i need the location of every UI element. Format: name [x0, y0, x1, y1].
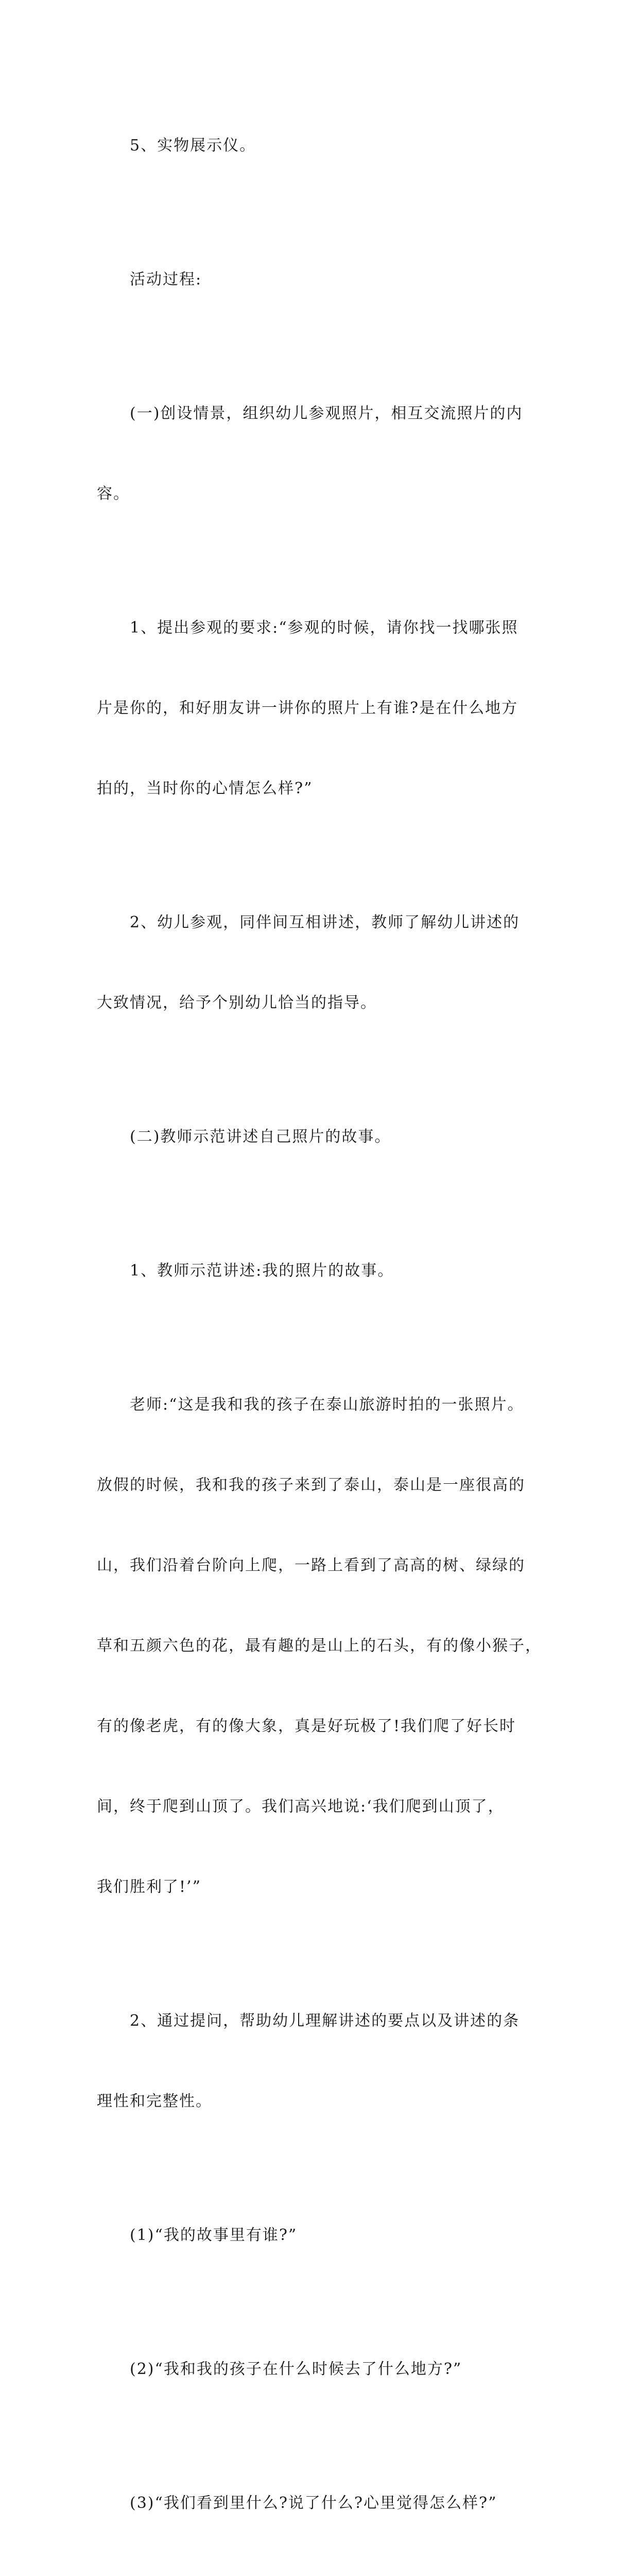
text-line: 1、教师示范讲述:我的照片的故事。: [130, 1262, 394, 1280]
paragraph: [97, 2436, 544, 2570]
paragraph: [97, 561, 544, 856]
text-line: 山，我们沿着台阶向上爬，一路上看到了高高的树、绿绿的: [97, 1556, 525, 1574]
text-line: (3)“我们看到里什么?说了什么?心里觉得怎么样?”: [130, 2494, 497, 2512]
paragraph: [97, 347, 544, 561]
paragraph: [97, 79, 544, 213]
paragraph: [97, 213, 544, 347]
text-line: 片是你的，和好朋友讲一讲你的照片上有谁?是在什么地方: [97, 699, 519, 717]
text-line: (一)创设情景，组织幼儿参观照片，相互交流照片的内: [130, 404, 523, 422]
paragraph: [97, 2570, 544, 2576]
paragraph: [97, 856, 544, 1070]
text-line: 2、通过提问，帮助幼儿理解讲述的要点以及讲述的条: [130, 2012, 520, 2030]
text-line: 拍的，当时你的心情怎么样?”: [97, 779, 313, 798]
text-line: 大致情况，给予个别幼儿恰当的指导。: [97, 994, 377, 1012]
text-line: (1)“我的故事里有谁?”: [130, 2226, 298, 2244]
text-line: 间，终于爬到山顶了。我们高兴地说:‘我们爬到山顶了，: [97, 1798, 505, 1816]
paragraph: [97, 1338, 544, 1954]
text-line: 理性和完整性。: [97, 2092, 212, 2110]
text-line: 放假的时候，我和我的孩子来到了泰山，泰山是一座很高的: [97, 1476, 525, 1494]
paragraph: [97, 2168, 544, 2302]
text-line: 5、实物展示仪。: [130, 137, 256, 155]
paragraph: [97, 1204, 544, 1338]
text-line: 容。: [97, 485, 130, 503]
text-line: 有的像老虎，有的像大象，真是好玩极了!我们爬了好长时: [97, 1717, 516, 1735]
text-line: 老师:“这是我和我的孩子在泰山旅游时拍的一张照片。: [130, 1396, 524, 1414]
text-line: 2、幼儿参观，同伴间互相讲述，教师了解幼儿讲述的: [130, 913, 520, 931]
text-line: 1、提出参观的要求:“参观的时候，请你找一找哪张照: [130, 619, 519, 637]
paragraph: [97, 1954, 544, 2168]
paragraph: [97, 1070, 544, 1204]
text-line: (二)教师示范讲述自己照片的故事。: [130, 1128, 391, 1146]
text-line: (2)“我和我的孩子在什么时候去了什么地方?”: [130, 2360, 462, 2378]
text-line: 我们胜利了!’”: [97, 1878, 201, 1896]
text-line: 草和五颜六色的花，最有趣的是山上的石头，有的像小猴子，: [97, 1637, 542, 1655]
paragraph: [97, 2302, 544, 2436]
text-line: 活动过程:: [130, 270, 202, 289]
document-body: [97, 79, 544, 2576]
